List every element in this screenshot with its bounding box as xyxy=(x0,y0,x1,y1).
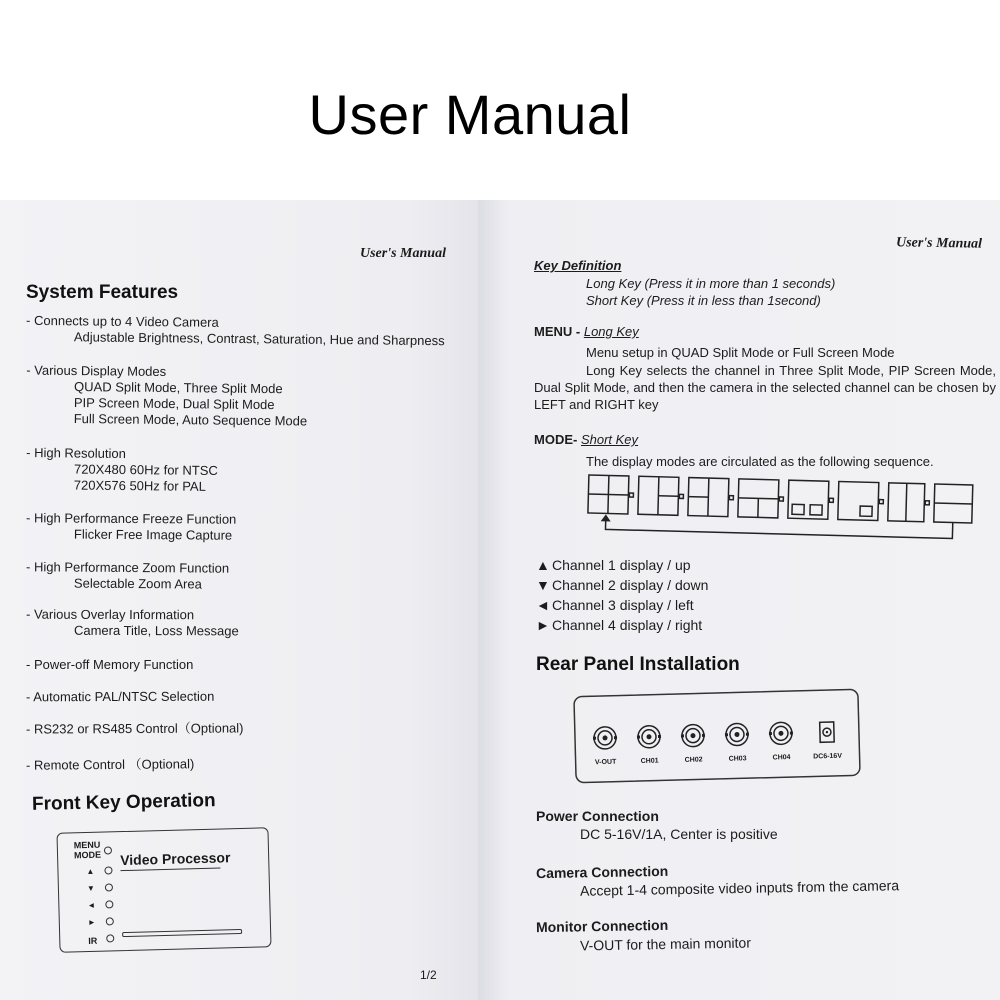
right-button xyxy=(106,917,114,925)
front-key-title: Front Key Operation xyxy=(31,790,216,815)
ir-label: IR xyxy=(88,935,98,946)
feature-heading: - Power-off Memory Function xyxy=(26,657,194,672)
port-label: V-OUT xyxy=(594,758,617,767)
channel-row xyxy=(536,577,708,593)
left-button xyxy=(105,900,113,908)
channel-arrow-icon: ► xyxy=(536,617,550,633)
feature-detail: 720X480 60Hz for NTSC xyxy=(73,461,218,479)
channel-text: Channel 1 display / up xyxy=(552,557,691,573)
camera-title: Camera Connection xyxy=(535,862,669,882)
long-key-def: Long Key (Press it in more than 1 seconds) xyxy=(586,276,836,291)
menu-key-label: MENU xyxy=(73,839,101,851)
left-arrow-icon: ◄ xyxy=(87,900,96,911)
feature-item xyxy=(26,756,194,773)
feature-heading: - Various Overlay Information xyxy=(26,606,195,623)
right-page xyxy=(478,200,1000,1000)
feature-heading: - Various Display Modes xyxy=(26,362,167,379)
channel-row xyxy=(536,597,694,613)
feature-heading: - RS232 or RS485 Control（Optional) xyxy=(25,720,244,737)
down-button xyxy=(105,883,113,891)
channel-text: Channel 4 display / right xyxy=(552,617,703,633)
power-title: Power Connection xyxy=(536,808,659,824)
menu-heading xyxy=(534,324,639,340)
rear-panel-diagram xyxy=(573,688,861,783)
left-page-header: User's Manual xyxy=(360,246,446,261)
feature-detail: PIP Screen Mode, Dual Split Mode xyxy=(73,395,275,413)
left-page xyxy=(0,200,478,1000)
feature-heading: - Remote Control （Optional) xyxy=(25,756,195,773)
mode-line-1: The display modes are circulated as the following sequence. xyxy=(586,454,934,469)
menu-line-1: Menu setup in QUAD Split Mode or Full Screen Mode xyxy=(586,345,895,360)
feature-item xyxy=(26,510,236,543)
port-label: CH02 xyxy=(684,756,703,764)
channel-text: Channel 2 display / down xyxy=(552,577,709,593)
port-label: DC6-16V xyxy=(813,752,843,761)
feature-item xyxy=(26,689,214,706)
channel-row xyxy=(536,617,702,633)
bnc-connector-icon xyxy=(680,722,707,749)
short-key-def: Short Key (Press it in less than 1second) xyxy=(586,293,821,308)
channel-arrow-icon: ▲ xyxy=(536,557,550,573)
ir-window xyxy=(122,929,242,937)
down-arrow-icon: ▼ xyxy=(86,883,95,894)
right-arrow-icon: ► xyxy=(87,917,96,928)
dc-jack-icon xyxy=(814,719,841,746)
monitor-title: Monitor Connection xyxy=(535,916,669,936)
camera-text: Accept 1-4 composite video inputs from the camera xyxy=(579,877,900,899)
up-arrow-icon: ▲ xyxy=(86,866,95,877)
front-key-panel xyxy=(56,827,271,953)
feature-heading: - High Performance Zoom Function xyxy=(26,559,230,576)
channel-arrow-icon: ◄ xyxy=(536,597,550,613)
mode-label: MODE- xyxy=(534,432,581,447)
port-label: CH04 xyxy=(772,754,791,762)
monitor-text: V-OUT for the main monitor xyxy=(579,934,752,954)
mode-heading xyxy=(534,432,638,448)
feature-item xyxy=(26,559,229,592)
feature-item xyxy=(26,313,445,349)
menu-mode-button xyxy=(104,846,112,854)
channel-text: Channel 3 display / left xyxy=(552,597,694,613)
up-button xyxy=(104,866,112,874)
feature-item xyxy=(26,363,308,430)
channel-row xyxy=(536,557,691,573)
system-features-title: System Features xyxy=(26,282,179,303)
mode-sub: Short Key xyxy=(580,432,639,447)
port-label: CH01 xyxy=(640,757,659,766)
right-page-header: User's Manual xyxy=(895,235,983,252)
bnc-connector-icon xyxy=(768,720,795,747)
feature-item xyxy=(26,607,239,640)
mode-key-label: MODE xyxy=(73,849,102,861)
power-text: DC 5-16V/1A, Center is positive xyxy=(580,826,778,842)
menu-label: MENU - xyxy=(534,324,584,339)
feature-detail: Flicker Free Image Capture xyxy=(73,526,233,543)
feature-detail: QUAD Split Mode, Three Split Mode xyxy=(74,379,283,397)
feature-heading: - High Performance Freeze Function xyxy=(26,510,237,527)
feature-item xyxy=(26,720,244,737)
panel-divider xyxy=(120,868,220,872)
bnc-connector-icon xyxy=(636,723,663,750)
page-number: 1/2 xyxy=(420,968,437,982)
feature-detail: Camera Title, Loss Message xyxy=(73,622,239,639)
main-title: User Manual xyxy=(308,83,632,146)
video-processor-title: Video Processor xyxy=(119,849,231,869)
channel-arrow-icon: ▼ xyxy=(536,577,550,593)
rear-panel-title: Rear Panel Installation xyxy=(536,654,740,675)
feature-item xyxy=(26,657,193,673)
bnc-connector-icon xyxy=(724,721,751,748)
feature-heading: - Automatic PAL/NTSC Selection xyxy=(25,688,215,705)
feature-detail: Adjustable Brightness, Contrast, Saturation, Hue and Sharpness xyxy=(73,329,445,349)
feature-heading: - High Resolution xyxy=(26,444,126,462)
menu-sub: Long Key xyxy=(583,324,639,339)
feature-detail: 720X576 50Hz for PAL xyxy=(73,477,206,494)
key-definition-title: Key Definition xyxy=(534,258,622,273)
feature-item xyxy=(26,445,218,495)
menu-line-2: Long Key selects the channel in Three Split Mode, PIP Screen Mode, Dual Split Mode, and then the camera in the selected channel can be chosen by LEFT and RIGHT key xyxy=(534,363,996,412)
ir-sensor xyxy=(106,934,114,942)
display-mode-sequence xyxy=(585,473,977,551)
port-label: CH03 xyxy=(728,755,747,763)
feature-detail: Full Screen Mode, Auto Sequence Mode xyxy=(73,411,308,429)
bnc-connector-icon xyxy=(592,725,619,752)
feature-detail: Selectable Zoom Area xyxy=(73,575,202,592)
feature-heading: - Connects up to 4 Video Camera xyxy=(26,312,219,330)
